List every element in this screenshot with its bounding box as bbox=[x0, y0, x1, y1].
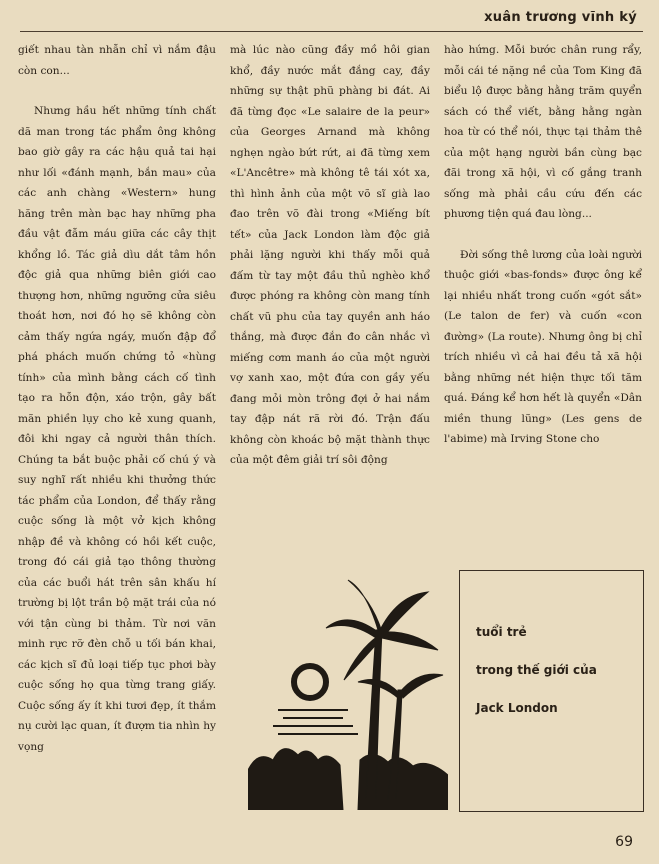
column-3 bbox=[444, 40, 642, 450]
feature-title-line: tuổi trẻ bbox=[476, 625, 527, 639]
feature-title-box bbox=[459, 570, 644, 812]
paragraph: mà lúc nào cũng đầy mồ hôi gian khổ, đầy nước mắt đắng cay, đầy những sự thật phũ phàng bi đát. Ai đã từng đọc «Le salaire de la peur» của Georges Arnand mà không nghẹn ngào bứt rứt, ai đã từng xem «L'Ancêtre» mà không tê tái xót xa, thì hình ảnh của một võ sĩ già lao đao trên võ đài trong «Miếng bít tết» của Jack London làm độc giả phải lặng người khi thấy mỗi quả đấm từ tay một đầu thủ nghèo khổ được phóng ra không còn mang tính chất vũ phu của tay quyền anh háo thắng, mà được đắn đo cân nhắc vì miếng cơm manh áo của một người vợ xanh xao, một đứa con gầy yếu đang mỏi mòn trông đợi ở hai nắm tay đập nát rã rời đó. Trận đấu không còn khoác bộ mặt thành thực của một đêm giải trí sôi động bbox=[230, 44, 430, 466]
page-number: 69 bbox=[615, 834, 633, 850]
column-2 bbox=[230, 40, 430, 471]
column-1 bbox=[18, 40, 216, 757]
feature-title-line: trong thế giới của bbox=[476, 663, 597, 677]
palm-tree-illustration bbox=[248, 570, 448, 810]
paragraph-gap bbox=[18, 81, 216, 101]
paragraph: Nhưng hầu hết những tính chất dã man trong tác phẩm ông không bao giờ gây ra các hậu quả tai hại như lối «đánh mạnh, bắn mau» của các anh chàng «Western» hung hăng trên màn bạc hay những pha đầu vật đẫm máu giữa các cây thịt khổng lồ. Tác giả dìu dắt tâm hồn độc giả qua những biên giới cao thượng hơn, những ngưỡng cửa siêu thoát hơn, nơi đó họ sẽ không còn cảm thấy ngứa ngáy, muốn đập đổ phá phách muốn chứng tỏ «hùng tính» của mình bằng cách cố tình tạo ra hỗn độn, xáo trộn, gây bất mãn phiền lụy cho kẻ xung quanh, đôi khi ngay cả người thân thích. Chúng ta bắt buộc phải cố chú ý và suy nghĩ rất nhiều khi thưởng thức tác phẩm của London, để thấy rằng cuộc sống là một vở kịch không nhập đề và không có hồi kết cuộc, trong đó cái giả tạo thông thường của các buổi hát trên sân khấu hí trường bị lột trần bộ mặt trái của nó với tận cùng bi thảm. Từ nơi văn minh rực rỡ đèn chỗ u tối bán khai, các kịch sĩ đủ loại tiếp tục phơi bày cuộc sống họ qua từng trang giấy. Cuộc sống ấy ít khi tươi đẹp, ít thắm nụ cười lạc quan, ít đượm tia nhìn hy vọng bbox=[18, 105, 216, 753]
paragraph: hào hứng. Mỗi bước chân rung rẩy, mỗi cái té nặng nề của Tom King đã biểu lộ được bằng hằng trăm quyển sách có thể viết, bằng hằng ngàn hoa từ có thể nói, thực tại thảm thê của một hạng người bần cùng bạc đãi trong xã hội, vì cố gắng tranh sống mà phải cầu cứu đến các phương tiện quá đau lòng... bbox=[444, 44, 642, 220]
paragraph: giết nhau tàn nhẫn chỉ vì nắm đậu còn con... bbox=[18, 44, 216, 77]
paragraph: Đời sống thê lương của loài người thuộc giới «bas-fonds» được ông kể lại nhiều nhất trong cuốn «gót sắt» (Le talon de fer) và cuốn «con đường» (La route). Nhưng ông bị chỉ trích nhiều vì cả hai đều tả xã hội bằng những nét hiện thực tối tăm quá. Đáng kể hơn hết là quyển «Dân miền thung lũng» (Les gens de l'abime) mà Irving Stone cho bbox=[444, 248, 642, 445]
running-head: xuân trương vĩnh ký bbox=[484, 10, 637, 25]
feature-title-line: Jack London bbox=[476, 701, 558, 715]
header-rule bbox=[20, 31, 643, 32]
paragraph-gap bbox=[444, 225, 642, 245]
